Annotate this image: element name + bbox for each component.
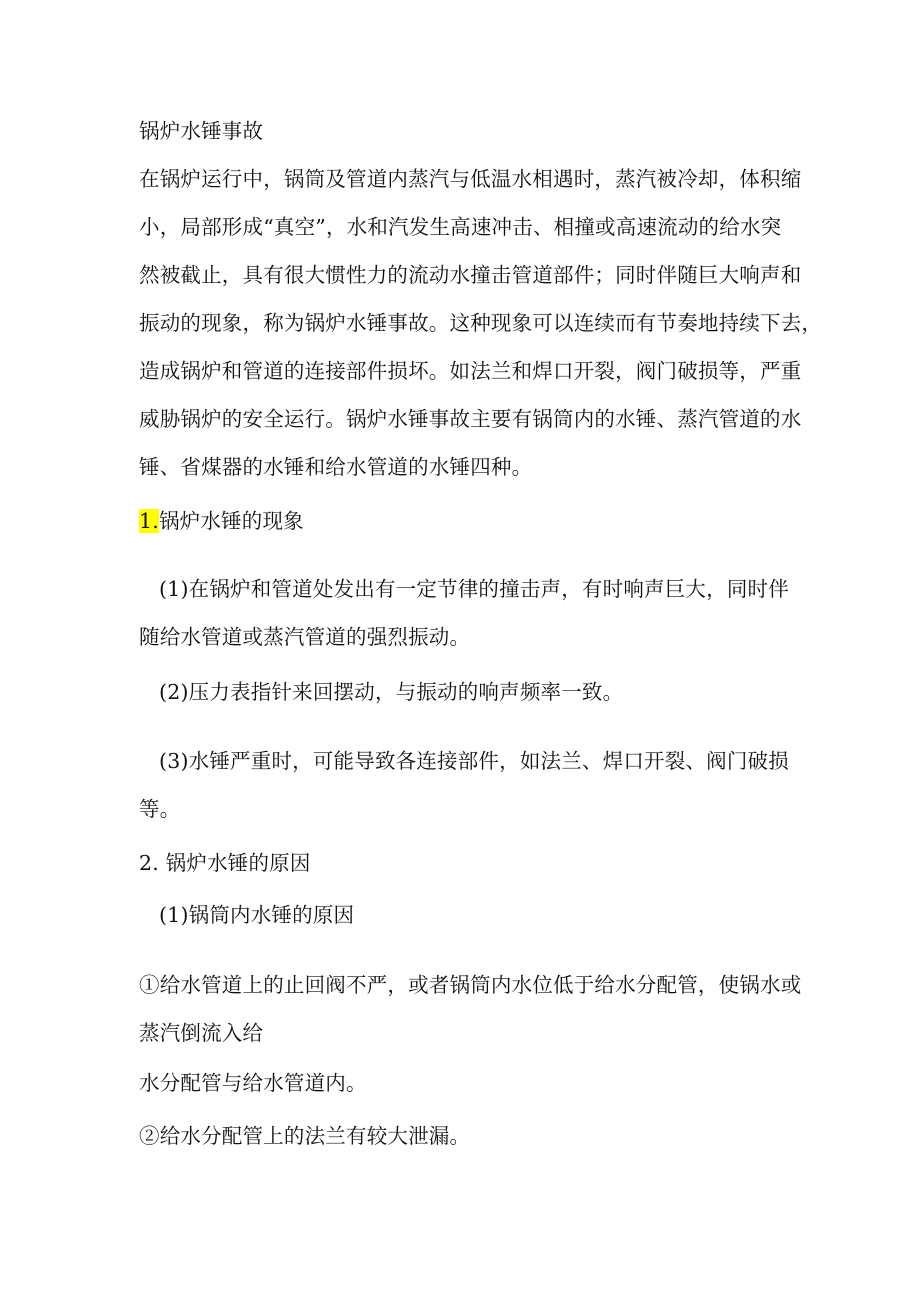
section2-heading: 2. 锅炉水锤的原因 [139,851,311,875]
section1-item1-line1: (1)在锅炉和管道处发出有一定节律的撞击声，有时响声巨大，同时伴 [159,577,789,601]
intro-line-2: 小，局部形成“真空”，水和汽发生高速冲击、相撞或高速流动的给水突 [139,215,782,239]
section1-item1-line2: 随给水管道或蒸汽管道的强烈振动。 [139,625,471,649]
document-title: 锅炉水锤事故 [139,119,264,143]
intro-line-7: 锤、省煤器的水锤和给水管道的水锤四种。 [139,455,533,479]
intro-line-3: 然被截止，具有很大惯性力的流动水撞击管道部件；同时伴随巨大响声和 [139,263,802,287]
section2-cause2: ②给水分配管上的法兰有较大泄漏。 [139,1124,471,1148]
section2-cause1-line2: 蒸汽倒流入给 [139,1021,264,1045]
intro-line-6: 威胁锅炉的安全运行。锅炉水锤事故主要有锅筒内的水锤、蒸汽管道的水 [139,407,802,431]
section2-sub1: (1)锅筒内水锤的原因 [159,903,355,927]
section1-heading [139,506,304,536]
section1-heading-text: 锅炉水锤的现象 [158,509,304,533]
section1-item3-line2: 等。 [139,797,181,821]
intro-line-4: 振动的现象，称为锅炉水锤事故。这种现象可以连续而有节奏地持续下去， [139,311,823,335]
section1-number: 1. [139,509,159,533]
section1-item2: (2)压力表指针来回摆动，与振动的响声频率一致。 [159,680,624,704]
section2-cause1-line3: 水分配管与给水管道内。 [139,1071,367,1095]
intro-line-5: 造成锅炉和管道的连接部件损坏。如法兰和焊口开裂，阀门破损等，严重 [139,359,802,383]
section2-cause1-line1: ①给水管道上的止回阀不严，或者锅筒内水位低于给水分配管，使锅水或 [139,973,802,997]
intro-line-1: 在锅炉运行中，锅筒及管道内蒸汽与低温水相遇时，蒸汽被冷却，体积缩 [139,167,802,191]
section1-item3-line1: (3)水锤严重时，可能导致各连接部件，如法兰、焊口开裂、阀门破损 [159,749,789,773]
